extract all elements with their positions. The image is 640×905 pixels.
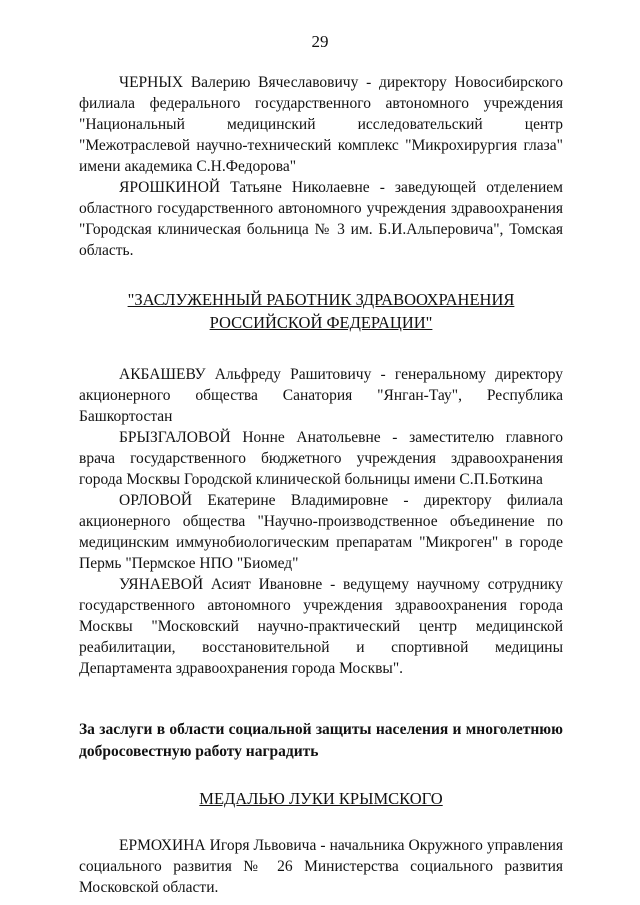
honorary-title-heading: "ЗАСЛУЖЕННЫЙ РАБОТНИК ЗДРАВООХРАНЕНИЯ РОССИЙСКОЙ ФЕДЕРАЦИИ" <box>127 290 515 332</box>
page-number: 29 <box>311 32 329 51</box>
award-entry-bryzgalova: БРЫЗГАЛОВОЙ Нонне Анатольевне - заместителю главного врача государственного бюджетного учреждения здравоохранения города Москвы Городской клинической больницы имени С.П.Боткина <box>79 429 563 488</box>
award-entry-yaroshkina: ЯРОШКИНОЙ Татьяне Николаевне - заведующей отделением областного государственного автономного учреждения здравоохранения "Городская клиническая больница № 3 им. Б.И.Альперовича", Томская область. <box>79 179 563 259</box>
document-body <box>79 72 563 898</box>
award-entry-uyanaeva: УЯНАЕВОЙ Асият Ивановне - ведущему научному сотруднику государственного автономного учреждения здравоохранения города Москвы "Московский научно-практический центр медицинской реабилитации, восстановительной и спортивной медицины Департамента здравоохранения города Москвы". <box>79 576 563 677</box>
medal-heading: МЕДАЛЬЮ ЛУКИ КРЫМСКОГО <box>199 789 443 808</box>
award-entry-ermokhin: ЕРМОХИНА Игоря Львовича - начальника Окружного управления социального развития № 26 Министерства социального развития Московской области. <box>79 837 563 896</box>
award-entry-akbashev: АКБАШЕВУ Альфреду Рашитовичу - генеральному директору акционерного общества Санатория "Янган-Тау", Республика Башкортостан <box>79 366 563 425</box>
award-entry-chernykh: ЧЕРНЫХ Валерию Вячеславовичу - директору Новосибирского филиала федерального государственного автономного учреждения "Национальный медицинский исследовательский центр "Межотраслевой научно-технический комплекс "Микрохирургия глаза" имени академика С.Н.Федорова" <box>79 74 563 175</box>
award-resolution-text: За заслуги в области социальной защиты населения и многолетнюю добросовестную работу наградить <box>79 721 563 760</box>
award-entry-orlova: ОРЛОВОЙ Екатерине Владимировне - директору филиала акционерного общества "Научно-производственное объединение по медицинским иммунобиологическим препаратам "Микроген" в городе Пермь "Пермское НПО "Биомед" <box>79 492 563 572</box>
